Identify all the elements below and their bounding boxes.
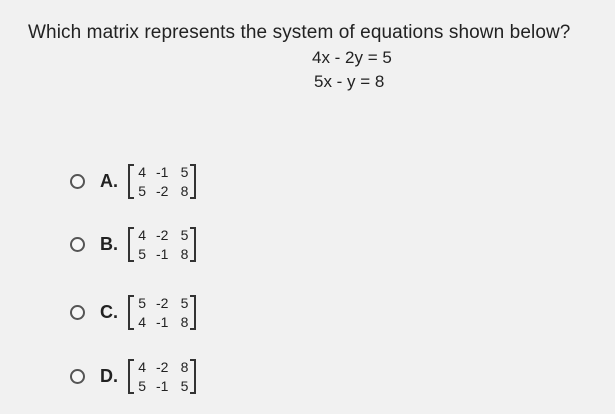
matrix-cell: -1 [156,377,169,394]
matrix-cell: -2 [156,358,169,375]
matrix-cell: 4 [138,163,146,180]
matrix-cell: -1 [156,313,169,330]
matrix-cell: 5 [138,377,146,394]
matrix-cell: 4 [138,226,146,243]
matrix-cell: 5 [180,294,189,311]
matrix-cell: 4 [138,358,146,375]
matrix-cell: 8 [180,313,189,330]
radio-button-a[interactable] [70,174,85,189]
matrix-cell: 5 [180,226,189,243]
matrix-cell: -1 [156,163,169,180]
matrix-b [128,227,196,262]
matrix-cell: -2 [156,294,169,311]
option-d[interactable] [70,346,196,406]
matrix-d [128,359,196,394]
radio-button-c[interactable] [70,305,85,320]
equation-1: 4x - 2y = 5 [312,48,392,67]
matrix-cell: 5 [138,182,146,199]
equation-2: 5x - y = 8 [314,72,385,91]
radio-button-b[interactable] [70,237,85,252]
option-letter: D. [100,365,118,386]
matrix-cell: -2 [156,182,169,199]
radio-button-d[interactable] [70,369,85,384]
matrix-cell: 5 [180,377,189,394]
option-letter: A. [100,170,118,191]
matrix-cell: 5 [180,163,189,180]
option-a[interactable] [70,151,196,211]
option-b[interactable] [70,214,196,274]
matrix-cell: -1 [156,245,169,262]
matrix-a [128,164,196,199]
matrix-cell: 8 [180,358,189,375]
option-letter: B. [100,233,118,254]
matrix-c [128,295,196,330]
matrix-cell: 8 [180,245,189,262]
option-letter: C. [100,301,118,322]
matrix-cell: 5 [138,294,146,311]
option-c[interactable] [70,282,196,342]
matrix-cell: 8 [180,182,189,199]
matrix-cell: -2 [156,226,169,243]
question-text: Which matrix represents the system of equations shown below? [28,22,571,43]
matrix-cell: 4 [138,313,146,330]
matrix-cell: 5 [138,245,146,262]
